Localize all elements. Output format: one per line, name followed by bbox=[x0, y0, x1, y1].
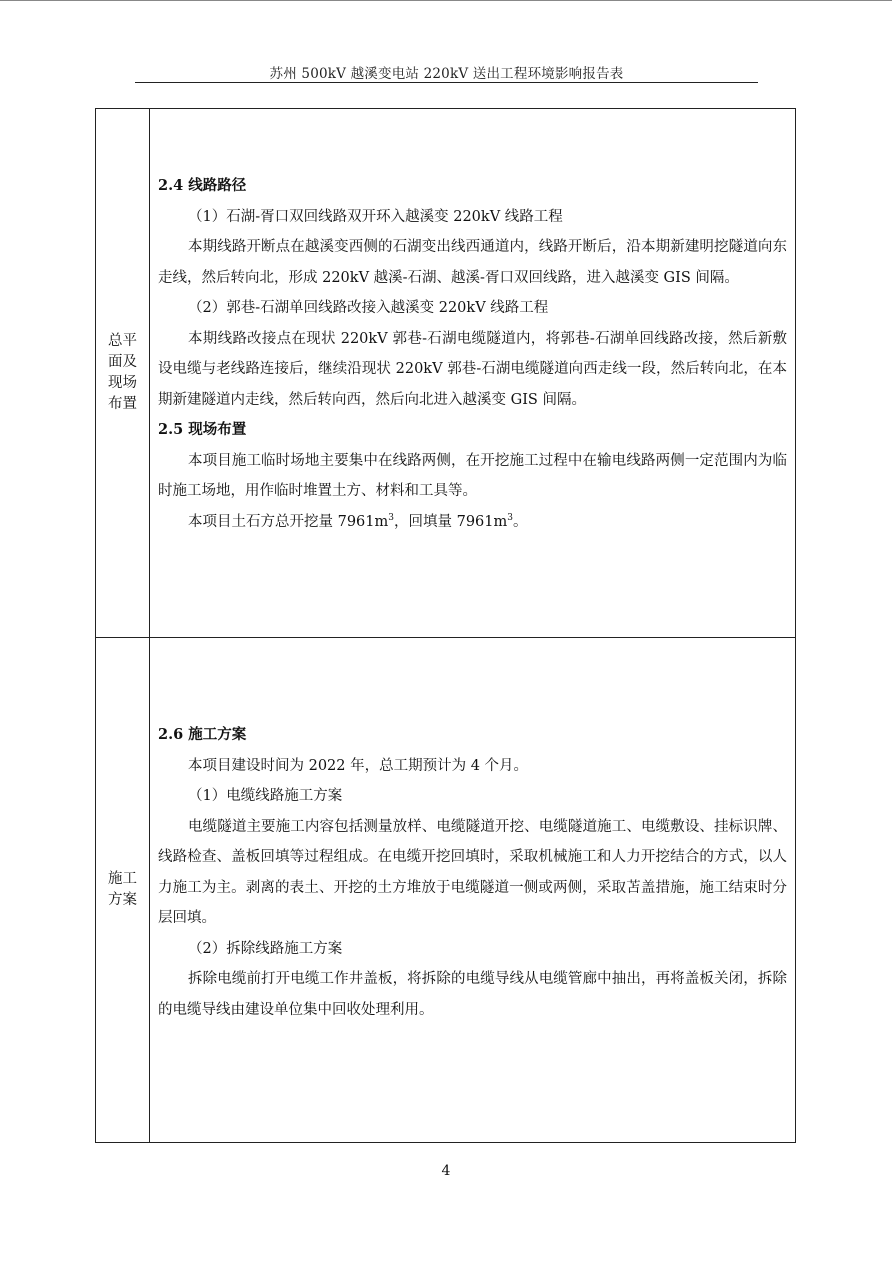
earthwork-paragraph bbox=[158, 507, 787, 538]
table-row-layout bbox=[96, 109, 795, 638]
text-run: 本项目土石方总开挖量 7961m bbox=[188, 513, 389, 530]
row-label-construction: 施工方案 bbox=[108, 871, 137, 908]
section-title-2-6: 2.6 施工方案 bbox=[158, 726, 247, 743]
superscript: 3 bbox=[507, 512, 513, 523]
paragraph: 本期线路改接点在现状 220kV 郭巷-石湖电缆隧道内，将郭巷-石湖单回线路改接，然后新敷设电缆与老线路连接后，继续沿现状 220kV 郭巷-石湖电缆隧道向西走线一段，然后转向北，在本期新建隧道内走线，然后转向西，然后向北进入越溪变 GIS 间隔。 bbox=[158, 330, 787, 408]
row-label-cell bbox=[96, 109, 150, 637]
top-border bbox=[0, 0, 892, 1]
section-title-2-5: 2.5 现场布置 bbox=[158, 421, 247, 438]
paragraph: 本期线路开断点在越溪变西侧的石湖变出线西通道内，线路开断后，沿本期新建明挖隧道向东走线，然后转向北，形成 220kV 越溪-石湖、越溪-胥口双回线路，进入越溪变 GIS 间隔。 bbox=[158, 239, 787, 286]
header-rule bbox=[135, 82, 758, 83]
table-row-construction bbox=[96, 638, 795, 1142]
item-heading: （1）石湖-胥口双回线路双开环入越溪变 220kV 线路工程 bbox=[188, 208, 563, 225]
paragraph: 拆除电缆前打开电缆工作井盖板，将拆除的电缆导线从电缆管廊中抽出，再将盖板关闭，拆除的电缆导线由建设单位集中回收处理利用。 bbox=[158, 971, 787, 1018]
text-run: ，回填量 7961m bbox=[394, 513, 508, 530]
row-label-cell bbox=[96, 638, 150, 1142]
paragraph: 本项目建设时间为 2022 年，总工期预计为 4 个月。 bbox=[188, 757, 529, 774]
item-heading: （2）郭巷-石湖单回线路改接入越溪变 220kV 线路工程 bbox=[188, 300, 549, 316]
row-content-layout bbox=[158, 171, 787, 537]
item-heading: （1）电缆线路施工方案 bbox=[188, 788, 343, 804]
page-number: 4 bbox=[441, 1163, 451, 1179]
report-table bbox=[95, 108, 796, 1143]
text-run: 。 bbox=[513, 513, 528, 530]
row-label-layout: 总平面及现场布置 bbox=[108, 333, 137, 412]
paragraph: 本项目施工临时场地主要集中在线路两侧，在开挖施工过程中在输电线路两侧一定范围内为临时施工场地，用作临时堆置土方、材料和工具等。 bbox=[158, 452, 787, 499]
page-header: 苏州 500kV 越溪变电站 220kV 送出工程环境影响报告表 bbox=[269, 66, 624, 82]
paragraph: 电缆隧道主要施工内容包括测量放样、电缆隧道开挖、电缆隧道施工、电缆敷设、挂标识牌、线路检查、盖板回填等过程组成。在电缆开挖回填时，采取机械施工和人力开挖结合的方式，以人力施工为主。剥离的表土、开挖的土方堆放于电缆隧道一侧或两侧，采取苫盖措施，施工结束时分层回填。 bbox=[158, 818, 787, 926]
superscript: 3 bbox=[388, 512, 394, 523]
item-heading: （2）拆除线路施工方案 bbox=[188, 940, 343, 957]
section-title-2-4: 2.4 线路路径 bbox=[158, 177, 247, 194]
row-content-construction bbox=[158, 720, 787, 1025]
